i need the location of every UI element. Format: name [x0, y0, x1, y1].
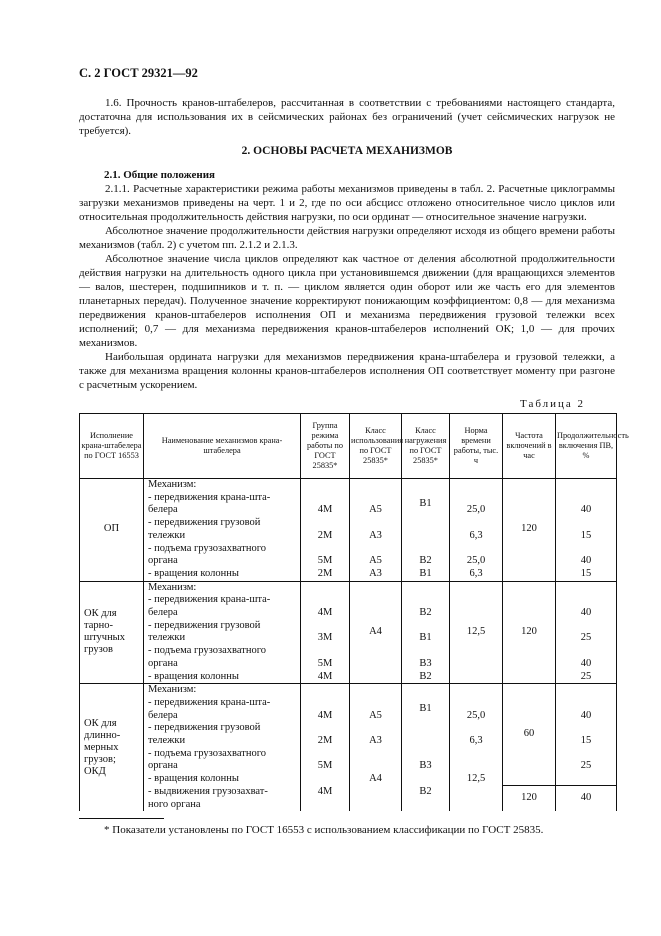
mechanism-name: тележки	[144, 735, 301, 748]
mechanism-name: - вращения колонны	[144, 671, 301, 684]
duration: 40	[556, 710, 617, 723]
frequency: 120	[503, 581, 556, 684]
th-load: Класс нагружения по ГОСТ 25835*	[402, 414, 450, 479]
mechanism-name: - передвижения грузовой	[144, 620, 301, 633]
th-time: Норма времени работы, тыс. ч	[450, 414, 503, 479]
mechanism-name: органа	[144, 658, 301, 671]
group-mode: 4М	[301, 607, 350, 620]
usage-class: А5	[350, 710, 402, 723]
footnote: * Показатели установлены по ГОСТ 16553 с использованием классификации по ГОСТ 25835.	[104, 824, 544, 836]
execution-ok-long: ОК для длинно- мерных грузов; ОКД	[80, 684, 144, 812]
table-caption: Таблица 2	[520, 398, 586, 410]
duration: 25	[556, 671, 617, 684]
mechanism-name: тележки	[144, 530, 301, 543]
group-mode: 4М	[301, 671, 350, 684]
mechanism-name: - передвижения грузовой	[144, 722, 301, 735]
usage-class: А5	[350, 504, 402, 517]
execution-ok-piece: ОК для тарно- штучных грузов	[80, 581, 144, 684]
mechanism-name: - передвижения крана-шта-	[144, 594, 301, 607]
mechanism-label: Механизм:	[144, 581, 301, 594]
load-class: В1	[402, 632, 450, 645]
th-group: Группа режима работы по ГОСТ 25835*	[301, 414, 350, 479]
footnote-divider	[79, 818, 164, 819]
load-class: В2	[402, 773, 450, 811]
th-name: Наименование механизмов крана-штабелера	[144, 414, 301, 479]
mechanism-name: органа	[144, 760, 301, 773]
mechanism-name: - вращения колонны	[144, 568, 301, 581]
usage-class: А3	[350, 735, 402, 748]
th-duration: Продолжительность включения ПВ, %	[556, 414, 617, 479]
th-freq: Частота включений в час	[503, 414, 556, 479]
load-class: В2	[402, 555, 450, 568]
duration: 40	[556, 607, 617, 620]
mechanism-name: органа	[144, 555, 301, 568]
group-mode: 5М	[301, 760, 350, 773]
group-mode: 2М	[301, 568, 350, 581]
work-time: 6,3	[450, 530, 503, 543]
duration: 15	[556, 530, 617, 543]
work-time: 6,3	[450, 568, 503, 581]
paragraph-2-1-1: 2.1.1. Расчетные характеристики режима работы механизмов приведены в табл. 2. Расчетные циклограммы загрузки механизмов приведены на черт. 1 и 2, где по оси абсцисс отложено относительное число циклов или относительная продолжительность действия нагрузки, по оси ординат — относительное значение нагрузки.	[79, 183, 615, 223]
group-mode: 4М	[301, 504, 350, 517]
table-2	[79, 413, 629, 811]
duration: 15	[556, 735, 617, 748]
mechanism-name: белера	[144, 607, 301, 620]
load-class: В3	[402, 760, 450, 773]
work-time: 6,3	[450, 735, 503, 748]
th-execution: Исполнение крана-штабелера по ГОСТ 16553	[80, 414, 144, 479]
frequency: 120	[503, 786, 556, 811]
duration: 25	[556, 632, 617, 645]
mechanism-name: - передвижения крана-шта-	[144, 697, 301, 710]
paragraph-abs-cycles: Абсолютное значение числа циклов определяют как частное от деления абсолютной продолжительности действия нагрузки на длительность одного цикла при установившемся движении (для вращающихся элементов — валов, шестерен, подшипников и т. п. — циклом является один оборот или же часть его для элементов планетарных передач). Полученное значение корректируют понижающим коэффициентом: 0,8 — для механизма передвижения кранов-штабелеров исполнения ОП и механизма передвижения грузовой тележки всех исполнений; 0,7 — для механизма передвижения кранов-штабелеров исполнений ОК; 1,0 — для прочих механизмов.	[79, 253, 615, 349]
subsection-title: 2.1. Общие положения	[104, 169, 215, 181]
work-time: 12,5	[450, 748, 503, 812]
mechanism-name: - передвижения крана-шта-	[144, 492, 301, 505]
duration: 40	[556, 658, 617, 671]
table-row	[80, 684, 617, 697]
work-time: 12,5	[450, 581, 503, 684]
mechanism-label: Механизм:	[144, 479, 301, 492]
work-time: 25,0	[450, 504, 503, 517]
load-class: В1	[402, 479, 450, 530]
mechanism-name: ного органа	[144, 799, 301, 812]
group-mode: 5М	[301, 555, 350, 568]
section-body	[79, 182, 615, 392]
section-title: 2. ОСНОВЫ РАСЧЕТА МЕХАНИЗМОВ	[241, 145, 453, 157]
mechanism-name: - выдвижения грузозахват-	[144, 786, 301, 799]
paragraph-1-6: 1.6. Прочность кранов-штабелеров, рассчитанная в соответствии с требованиями настоящего стандарта, достаточна для использования их в сейсмических районах без ограничений (учет сейсмических нагрузок не требуется).	[79, 97, 615, 137]
duration: 40	[556, 555, 617, 568]
paragraph-abs-time: Абсолютное значение продолжительности действия нагрузки определяют исходя из общего времени работы механизмов (табл. 2) с учетом пп. 2.1.2 и 2.1.3.	[79, 225, 615, 251]
mechanism-name: белера	[144, 710, 301, 723]
paragraph-max-ordinate: Наибольшая ордината нагрузки для механизмов передвижения крана-штабелера и грузовой тележки, а также для механизма вращения колонны кранов-штабелеров исполнения ОП соответствует моменту при разгоне с расчетным ускорением.	[79, 351, 615, 391]
mechanism-name: - подъема грузозахватного	[144, 748, 301, 761]
duration: 40	[556, 786, 617, 811]
usage-class: А3	[350, 530, 402, 543]
duration: 15	[556, 568, 617, 581]
group-mode: 4М	[301, 773, 350, 811]
load-class: В1	[402, 684, 450, 735]
load-class: В1	[402, 568, 450, 581]
table-row	[80, 479, 617, 492]
mechanism-name: тележки	[144, 632, 301, 645]
page-header: С. 2 ГОСТ 29321—92	[79, 66, 198, 80]
group-mode: 2М	[301, 530, 350, 543]
mechanism-name: - вращения колонны	[144, 773, 301, 786]
usage-class: А3	[350, 568, 402, 581]
th-usage: Класс использования по ГОСТ 25835*	[350, 414, 402, 479]
group-mode: 4М	[301, 710, 350, 723]
table-row	[80, 581, 617, 594]
execution-op: ОП	[80, 479, 144, 582]
frequency: 120	[503, 479, 556, 582]
frequency: 60	[503, 684, 556, 786]
mechanism-name: - передвижения грузовой	[144, 517, 301, 530]
duration: 40	[556, 504, 617, 517]
work-time: 25,0	[450, 555, 503, 568]
usage-class: А4	[350, 581, 402, 684]
mechanism-name: - подъема грузозахватного	[144, 543, 301, 556]
usage-class: А4	[350, 748, 402, 812]
work-time: 25,0	[450, 710, 503, 723]
duration: 25	[556, 748, 617, 786]
group-mode: 3М	[301, 632, 350, 645]
mechanism-name: - подъема грузозахватного	[144, 645, 301, 658]
load-class: В3	[402, 658, 450, 671]
load-class: В2	[402, 607, 450, 620]
mechanism-label: Механизм:	[144, 684, 301, 697]
table-header-row	[80, 414, 617, 479]
group-mode: 2М	[301, 735, 350, 748]
group-mode: 5М	[301, 658, 350, 671]
mechanism-name: белера	[144, 504, 301, 517]
usage-class: А5	[350, 555, 402, 568]
load-class: В2	[402, 671, 450, 684]
